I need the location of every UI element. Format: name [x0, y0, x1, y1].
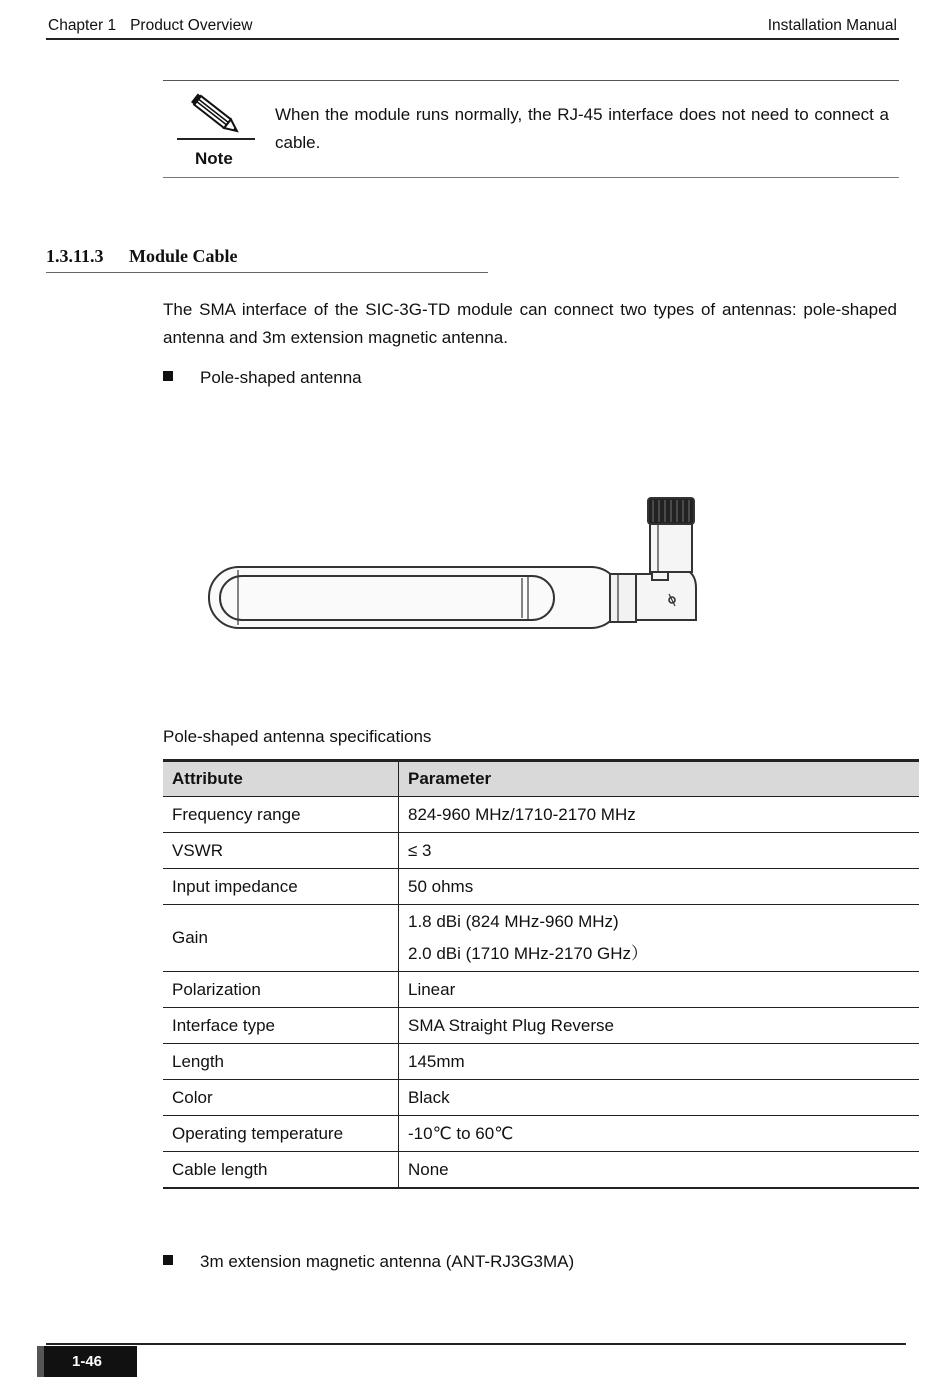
table-header-row — [163, 761, 919, 797]
intro-paragraph: The SMA interface of the SIC-3G-TD module can connect two types of antennas: pole-shaped antenna and 3m extension magnetic antenna. — [163, 300, 897, 347]
attribute-cell: Polarization — [163, 972, 399, 1008]
parameter-cell: 824-960 MHz/1710-2170 MHz — [399, 797, 920, 833]
parameter-cell: Linear — [399, 972, 920, 1008]
page-header — [46, 16, 899, 40]
parameter-cell — [399, 905, 920, 972]
bullet-square-icon — [163, 1255, 173, 1265]
column-header: Attribute — [163, 761, 399, 797]
parameter-line: 2.0 dBi (1710 MHz-2170 GHz） — [408, 944, 648, 963]
parameter-line: 1.8 dBi (824 MHz-960 MHz) — [408, 912, 619, 931]
table-row — [163, 972, 919, 1008]
note-text: When the module runs normally, the RJ-45 interface does not need to connect a cable. — [275, 105, 889, 152]
attribute-cell: Interface type — [163, 1008, 399, 1044]
pencil-icon — [183, 89, 243, 139]
table-row — [163, 1152, 919, 1189]
attribute-cell: Length — [163, 1044, 399, 1080]
table-row — [163, 833, 919, 869]
bullet-square-icon — [163, 371, 173, 381]
attribute-cell: Input impedance — [163, 869, 399, 905]
page-number-accent — [37, 1346, 44, 1377]
bullet-text: Pole-shaped antenna — [200, 368, 362, 387]
table-row — [163, 797, 919, 833]
table-row — [163, 905, 919, 972]
attribute-cell: Cable length — [163, 1152, 399, 1189]
parameter-cell: ≤ 3 — [399, 833, 920, 869]
bullet-item — [163, 1252, 574, 1272]
parameter-cell: None — [399, 1152, 920, 1189]
attribute-cell: Gain — [163, 905, 399, 972]
pole-antenna-illustration — [200, 488, 720, 648]
attribute-cell: Frequency range — [163, 797, 399, 833]
table-row — [163, 1044, 919, 1080]
parameter-cell: -10℃ to 60℃ — [399, 1116, 920, 1152]
parameter-cell: 145mm — [399, 1044, 920, 1080]
footer-rule — [46, 1343, 906, 1345]
attribute-cell: VSWR — [163, 833, 399, 869]
parameter-cell: Black — [399, 1080, 920, 1116]
attribute-cell: Operating temperature — [163, 1116, 399, 1152]
table-row — [163, 1080, 919, 1116]
section-heading — [46, 246, 488, 273]
page-number-text: 1-46 — [71, 1353, 103, 1370]
note-box — [163, 80, 899, 178]
chapter-number: Chapter 1 — [48, 17, 117, 34]
antenna-spec-table — [163, 759, 919, 1189]
manual-title: Installation Manual — [767, 17, 897, 34]
section-number: 1.3.11.3 — [46, 246, 104, 266]
note-label: Note — [195, 149, 233, 168]
parameter-cell: 50 ohms — [399, 869, 920, 905]
parameter-cell: SMA Straight Plug Reverse — [399, 1008, 920, 1044]
bullet-text: 3m extension magnetic antenna (ANT-RJ3G3MA) — [200, 1252, 575, 1271]
table-row — [163, 1116, 919, 1152]
bullet-item — [163, 368, 362, 388]
chapter-title: Product Overview — [130, 17, 253, 34]
table-row — [163, 869, 919, 905]
table-caption: Pole-shaped antenna specifications — [163, 727, 432, 746]
section-title: Module Cable — [129, 246, 238, 266]
page-number — [37, 1346, 137, 1377]
note-icon-rule — [177, 138, 255, 140]
table-row — [163, 1008, 919, 1044]
column-header: Parameter — [399, 761, 920, 797]
attribute-cell: Color — [163, 1080, 399, 1116]
